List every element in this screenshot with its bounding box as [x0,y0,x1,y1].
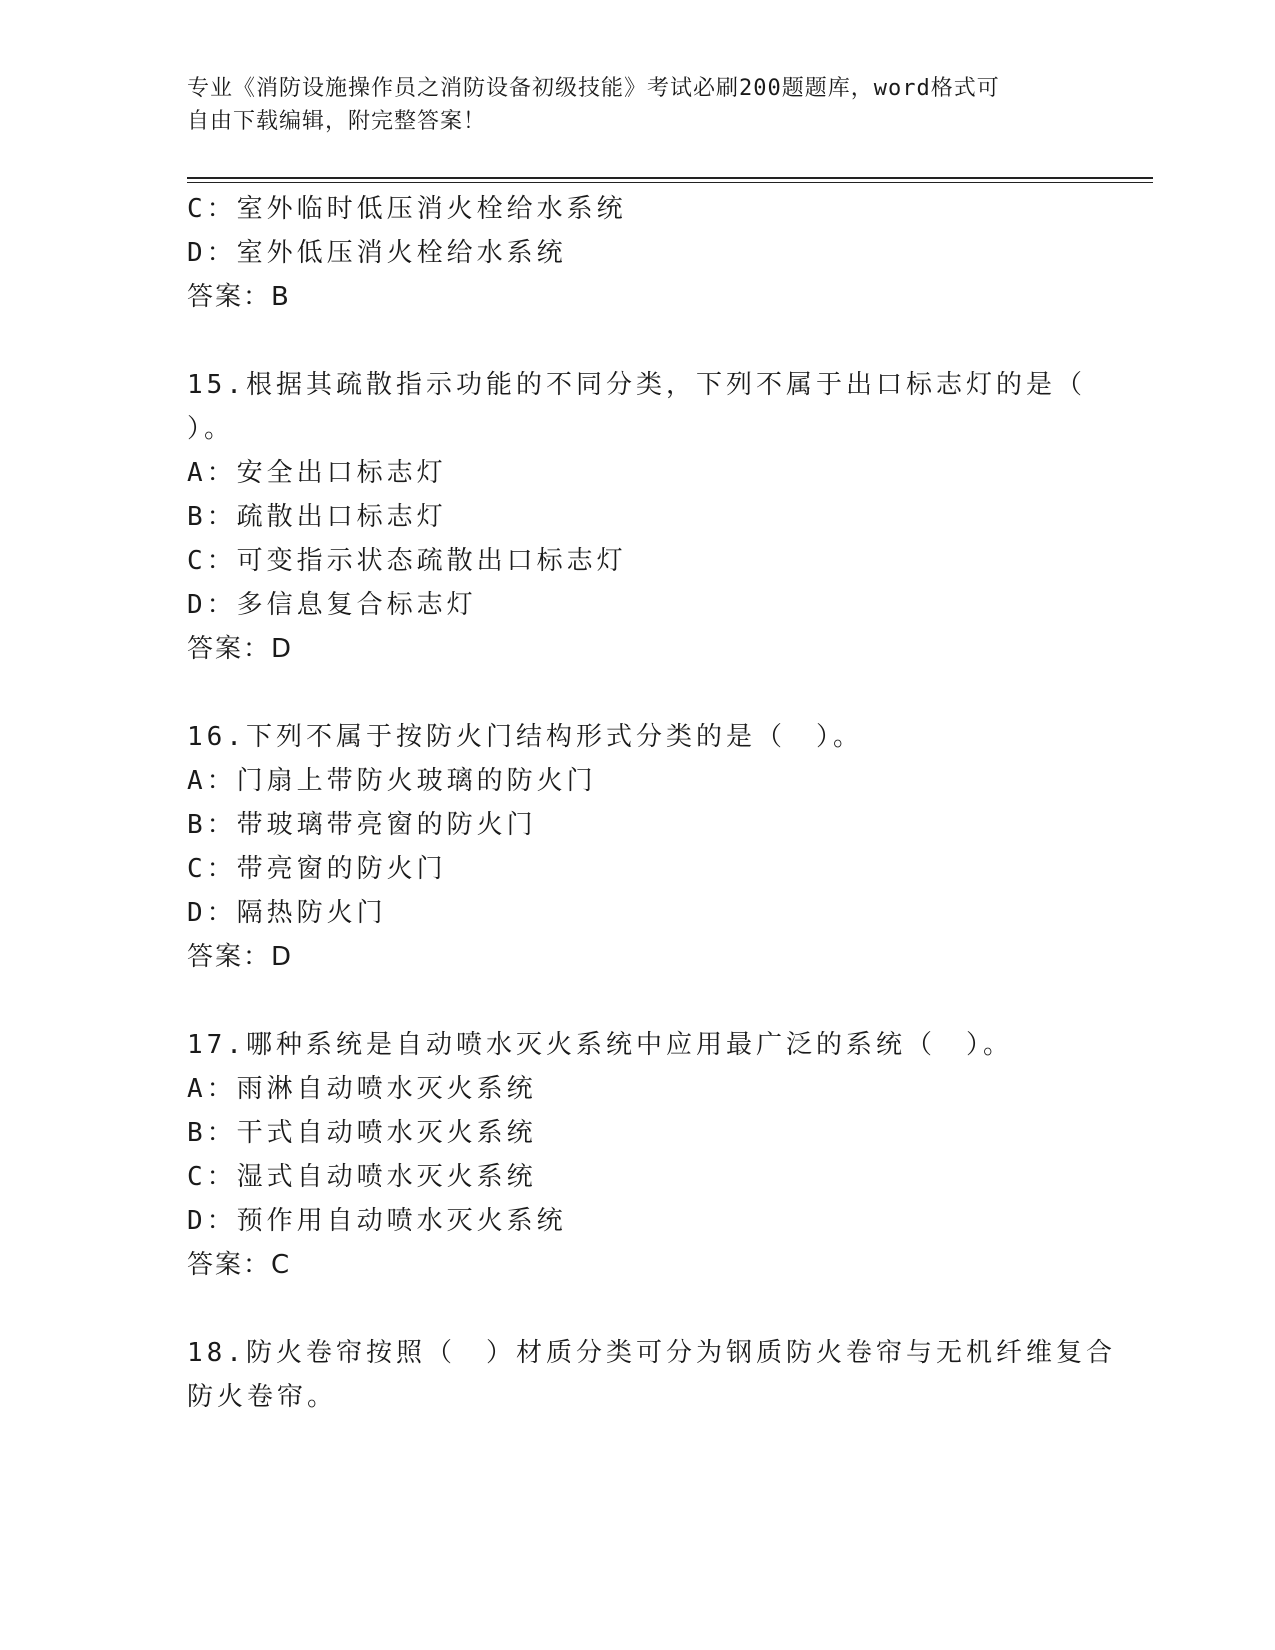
q16-option-c: C：带亮窗的防火门 [187,854,447,884]
q15-option-a: A：安全出口标志灯 [187,458,447,488]
header-rule-thick [187,177,1153,179]
q15-option-d: D：多信息复合标志灯 [187,590,477,620]
header-line-2: 自由下载编辑，附完整答案！ [187,109,487,134]
q15-stem-line-1: 15.根据其疏散指示功能的不同分类，下列不属于出口标志灯的是（ [187,370,1086,400]
q18-stem-line-1: 18.防火卷帘按照（ ）材质分类可分为钢质防火卷帘与无机纤维复合 [187,1338,1116,1368]
q18-stem-line-2: 防火卷帘。 [187,1382,338,1412]
q14-answer: 答案：B [187,282,291,312]
q15-option-c: C：可变指示状态疏散出口标志灯 [187,546,627,576]
q17-option-c: C：湿式自动喷水灭火系统 [187,1162,537,1192]
q16-option-a: A：门扇上带防火玻璃的防火门 [187,766,597,796]
q15-option-b: B：疏散出口标志灯 [187,502,447,532]
q16-option-d: D：隔热防火门 [187,898,387,928]
q16-option-b: B：带玻璃带亮窗的防火门 [187,810,537,840]
header-rule-thin [187,182,1153,183]
q14-option-d: D：室外低压消火栓给水系统 [187,238,567,268]
q17-option-b: B：干式自动喷水灭火系统 [187,1118,537,1148]
q17-option-d: D：预作用自动喷水灭火系统 [187,1206,567,1236]
q15-answer: 答案：D [187,634,294,664]
q16-answer: 答案：D [187,942,294,972]
q14-option-c: C：室外临时低压消火栓给水系统 [187,194,627,224]
q17-option-a: A：雨淋自动喷水灭火系统 [187,1074,537,1104]
q16-stem: 16.下列不属于按防火门结构形式分类的是（ ）。 [187,722,863,752]
page-header [187,72,1067,138]
q15-stem-line-2: ）。 [187,414,235,444]
header-line-1: 专业《消防设施操作员之消防设备初级技能》考试必刷200题题库，word格式可 [187,76,1000,101]
q17-answer: 答案：C [187,1250,292,1280]
q17-stem: 17.哪种系统是自动喷水灭火系统中应用最广泛的系统（ ）。 [187,1030,1013,1060]
